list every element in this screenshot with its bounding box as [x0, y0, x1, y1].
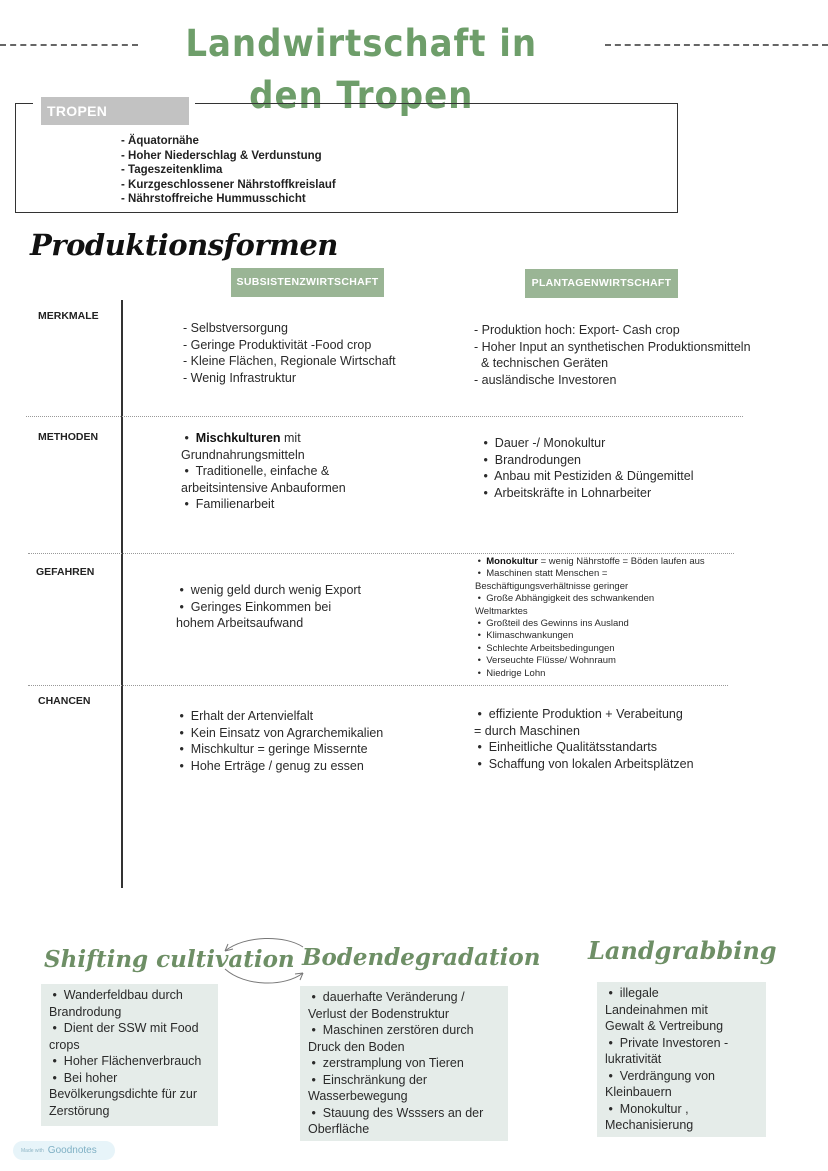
list-item: - Selbstversorgung	[183, 321, 288, 335]
list-item: • Mischkulturen mit	[181, 431, 301, 445]
cell-merkmale-subsistenz	[183, 320, 396, 386]
list-item: • Schlechte Arbeitsbedingungen	[475, 642, 615, 654]
row-label-merkmale: MERKMALE	[38, 310, 99, 322]
badge-brand-text: Goodnotes	[47, 1145, 97, 1156]
cell-chancen-subsistenz	[176, 708, 383, 774]
note-shifting-cultivation	[41, 984, 218, 1126]
list-item: • wenig geld durch wenig Export	[176, 583, 362, 597]
list-item: • Niedrige Lohn	[475, 667, 546, 679]
row-divider	[28, 553, 734, 554]
row-divider	[26, 416, 743, 417]
heading-landgrabbing: Landgrabbing	[588, 936, 777, 965]
list-item: • illegale	[605, 986, 659, 1000]
list-item: Landeinahmen mit	[605, 1002, 708, 1017]
list-item: • effiziente Produktion + Verabeitung	[474, 707, 683, 721]
title-divider-left	[0, 44, 138, 46]
note-landgrabbing	[597, 982, 766, 1137]
list-item: - Hoher Niederschlag & Verdunstung	[121, 149, 322, 162]
list-item: - Geringe Produktivität -Food crop	[183, 337, 372, 352]
list-item: • Maschinen zerstören durch	[308, 1023, 474, 1037]
list-item: • Stauung des Wsssers an der	[308, 1105, 484, 1120]
list-item: • Private Investoren -	[605, 1035, 729, 1050]
cell-merkmale-plantage	[474, 322, 751, 388]
list-item: - Tageszeitenklima	[121, 164, 223, 176]
row-label-chancen: CHANCEN	[38, 695, 91, 707]
row-label-gefahren: GEFAHREN	[36, 566, 95, 578]
list-item: Druck den Boden	[308, 1039, 405, 1054]
list-item: • Kein Einsatz von Agrarchemikalien	[176, 725, 384, 740]
list-item: Bevölkerungsdichte für zur	[49, 1087, 197, 1101]
list-item: - Produktion hoch: Export- Cash crop	[474, 323, 680, 337]
list-item: • zerstramplung von Tieren	[308, 1056, 464, 1070]
list-item: • Dauer -/ Monokultur	[480, 436, 606, 450]
list-item: - Kleine Flächen, Regionale Wirtschaft	[183, 354, 396, 368]
list-item: Oberfläche	[308, 1122, 370, 1136]
list-item: • Einheitliche Qualitätsstandarts	[474, 740, 657, 754]
list-item: • Hoher Flächenverbrauch	[49, 1054, 202, 1068]
list-item: • Verseuchte Flüsse/ Wohnraum	[475, 655, 616, 667]
list-item: - Nährstoffreiche Hummusschicht	[121, 193, 306, 205]
section-heading-produktionsformen: Produktionsformen	[30, 228, 338, 262]
list-item: • Einschränkung der	[308, 1072, 428, 1087]
list-item: • Großteil des Gewinns ins Ausland	[475, 618, 629, 630]
list-item: Brandrodung	[49, 1004, 122, 1019]
cycle-arrows-icon	[215, 933, 315, 989]
list-item: Zerstörung	[49, 1103, 110, 1118]
badge-small-text: Made with	[21, 1147, 44, 1154]
heading-bodendegradation: Bodendegradation	[302, 944, 541, 971]
list-item: = durch Maschinen	[474, 723, 580, 738]
list-item: arbeitsintensive Anbauformen	[181, 480, 346, 495]
list-item: • Maschinen statt Menschen =	[475, 568, 608, 580]
list-item: • Klimaschwankungen	[475, 630, 574, 642]
list-item: • Erhalt der Artenvielfalt	[176, 709, 314, 723]
list-item: hohem Arbeitsaufwand	[176, 616, 304, 630]
list-item: Kleinbauern	[605, 1085, 672, 1099]
list-item: lukrativität	[605, 1052, 662, 1066]
list-item: • Hohe Erträge / genug zu essen	[176, 758, 364, 773]
cell-methoden-plantage	[480, 435, 694, 501]
list-item: • Arbeitskräfte in Lohnarbeiter	[480, 485, 652, 500]
list-item: • Monokultur = wenig Nährstoffe = Böden laufen aus	[475, 556, 705, 567]
column-header-plantage: PLANTAGENWIRTSCHAFT	[525, 269, 678, 298]
list-item: • Traditionelle, einfache &	[181, 464, 330, 478]
note-bodendegradation	[300, 986, 508, 1141]
row-label-methoden: METHODEN	[38, 431, 99, 443]
list-item: • Mischkultur = geringe Missernte	[176, 742, 368, 756]
table-vertical-divider	[121, 300, 123, 888]
list-item: Wasserbewegung	[308, 1089, 408, 1103]
list-item: - Wenig Infrastruktur	[183, 370, 297, 385]
list-item: • Geringes Einkommen bei	[176, 599, 332, 614]
list-item: Grundnahrungsmitteln	[181, 447, 305, 462]
cell-gefahren-subsistenz	[176, 582, 361, 632]
list-item: Beschäftigungsverhältnisse geringer	[475, 580, 629, 592]
list-item: crops	[49, 1037, 80, 1052]
heading-shifting-cultivation: Shifting cultivation	[44, 946, 295, 973]
list-item: Verlust der Bodenstruktur	[308, 1006, 450, 1021]
list-item: • Schaffung von lokalen Arbeitsplätzen	[474, 756, 694, 771]
cell-chancen-plantage	[474, 706, 694, 772]
list-item: & technischen Geräten	[474, 356, 609, 370]
title-divider-right	[605, 44, 828, 46]
list-item: • Dient der SSW mit Food	[49, 1021, 199, 1035]
list-item: - ausländische Investoren	[474, 372, 617, 387]
list-item: • Brandrodungen	[480, 452, 581, 467]
list-item: - Hoher Input an synthetischen Produktionsmitteln	[474, 339, 751, 354]
tropen-merkmale-list	[121, 134, 336, 207]
list-item: Mechanisierung	[605, 1118, 694, 1132]
list-item: • Bei hoher	[49, 1070, 118, 1085]
made-with-goodnotes-badge[interactable]	[13, 1141, 115, 1160]
cell-gefahren-plantage	[475, 556, 705, 680]
row-divider	[28, 685, 728, 686]
list-item: • Monokultur ,	[605, 1101, 689, 1116]
list-item: Gewalt & Vertreibung	[605, 1019, 724, 1033]
page-title: Landwirtschaft in den Tropen	[185, 22, 537, 117]
column-header-subsistenz: SUBSISTENZWIRTSCHAFT	[231, 268, 384, 297]
list-item: • Große Abhängigkeit des schwankenden	[475, 593, 655, 605]
list-item: • Verdrängung von	[605, 1068, 716, 1083]
bold-term: Monokultur	[486, 556, 538, 567]
tropen-merkmale-label: TROPEN MERKMALE	[33, 97, 195, 125]
bold-term: Mischkulturen	[195, 431, 281, 445]
cell-methoden-subsistenz	[181, 430, 346, 513]
list-item: • dauerhafte Veränderung /	[308, 990, 465, 1004]
list-item: - Kurzgeschlossener Nährstoffkreislauf	[121, 178, 336, 191]
list-item: • Anbau mit Pestiziden & Düngemittel	[480, 469, 694, 483]
list-item: • Familienarbeit	[181, 497, 275, 511]
list-item: - Äquatornähe	[121, 135, 199, 147]
list-item: • Wanderfeldbau durch	[49, 988, 183, 1002]
list-item: Weltmarktes	[475, 605, 528, 617]
